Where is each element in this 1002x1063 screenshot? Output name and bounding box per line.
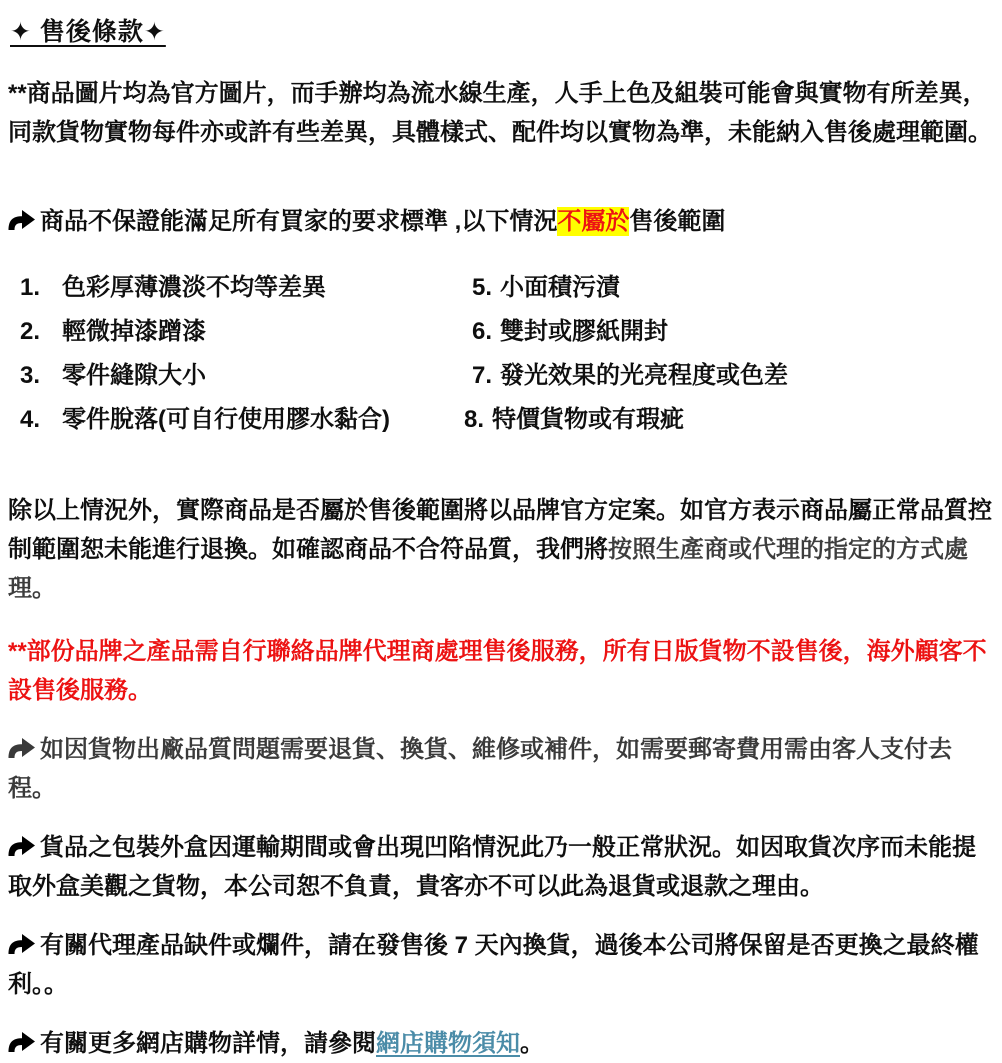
intro-paragraph: **商品圖片均為官方圖片，而手辦均為流水線生產，人手上色及組裝可能會與實物有所差異，同款貨物實物每件亦或許有些差異，具體樣式、配件均以實物為準，未能納入售後處理範圍。: [8, 80, 992, 146]
highlight-not-covered: 不屬於: [557, 208, 630, 235]
shipping-cost-paragraph: [8, 730, 998, 808]
footer-paragraph: [8, 1024, 998, 1063]
list-item-number: 6.: [472, 318, 493, 345]
list-item-number: 8.: [464, 406, 485, 433]
exchange-text: 有關代理產品缺件或爛件，請在發售後 7 天內換貨，過後本公司將保留是否更換之最終權利。。: [8, 932, 979, 998]
policy-paragraph: [8, 491, 998, 608]
list-item-text: 發光效果的光亮程度或色差: [500, 362, 788, 389]
list-item: [20, 267, 472, 311]
list-item: [464, 399, 992, 443]
arrow-right-icon: [8, 738, 35, 758]
list-item: [472, 267, 992, 311]
list-item-text: 小面積污漬: [500, 274, 620, 301]
list-item-number: 2.: [20, 318, 41, 345]
list-item-text: 特價貨物或有瑕疵: [492, 406, 684, 433]
policy-main-text: 除以上情況外，實際商品是否屬於售後範圍將以品牌官方定案。如官方表示商品屬正常品質控制範圍恕未能進行退換。如確認商品不合符品質，我們將: [8, 497, 992, 563]
packaging-paragraph: [8, 828, 998, 906]
arrow-right-icon: [8, 1032, 35, 1052]
exclusion-list-right: [464, 267, 992, 443]
list-item-text: 零件縫隙大小: [62, 362, 206, 389]
packaging-text: 貨品之包裝外盒因運輸期間或會出現凹陷情況此乃一般正常狀況。如因取貨次序而未能提取外盒美觀之貨物，本公司恕不負責，貴客亦不可以此為退貨或退款之理由。: [8, 834, 976, 900]
not-covered-heading: [8, 202, 994, 241]
not-covered-prefix: 商品不保證能滿足所有買家的要求標準 ,以下情況: [40, 208, 558, 235]
list-item-number: 1.: [20, 274, 41, 301]
red-notice-paragraph: **部份品牌之產品需自行聯絡品牌代理商處理售後服務，所有日版貨物不設售後，海外顧客不設售後服務。: [8, 638, 987, 704]
policy-tail-text: 按照生產商或代理的指定的方式處理。: [8, 536, 968, 602]
list-item: [472, 355, 992, 399]
exchange-paragraph: [8, 926, 998, 1004]
arrow-right-icon: [8, 210, 35, 230]
list-item-text: 零件脫落(可自行使用膠水黏合): [62, 406, 390, 433]
not-covered-suffix: 售後範圍: [629, 208, 726, 235]
list-item: [20, 399, 472, 443]
store-policy-link[interactable]: 網店購物須知: [376, 1030, 520, 1057]
exclusion-list-left: [20, 267, 472, 443]
page-title: ✦ 售後條款✦: [10, 18, 166, 46]
shipping-cost-text: 如因貨物出廠品質問題需要退貨、換貨、維修或補件，如需要郵寄費用需由客人支付去程。: [8, 736, 952, 802]
arrow-right-icon: [8, 934, 35, 954]
list-item-number: 5.: [472, 274, 493, 301]
arrow-right-icon: [8, 836, 35, 856]
footer-prefix: 有關更多網店購物詳情，請參閱: [40, 1030, 376, 1057]
list-item-text: 雙封或膠紙開封: [500, 318, 668, 345]
list-item: [472, 311, 992, 355]
list-item: [20, 355, 472, 399]
list-item: [20, 311, 472, 355]
list-item-text: 色彩厚薄濃淡不均等差異: [62, 274, 326, 301]
footer-suffix: 。: [520, 1030, 544, 1057]
list-item-number: 3.: [20, 362, 41, 389]
list-item-number: 4.: [20, 406, 41, 433]
list-item-text: 輕微掉漆蹭漆: [62, 318, 206, 345]
list-item-number: 7.: [472, 362, 493, 389]
exclusion-list: [8, 267, 992, 443]
